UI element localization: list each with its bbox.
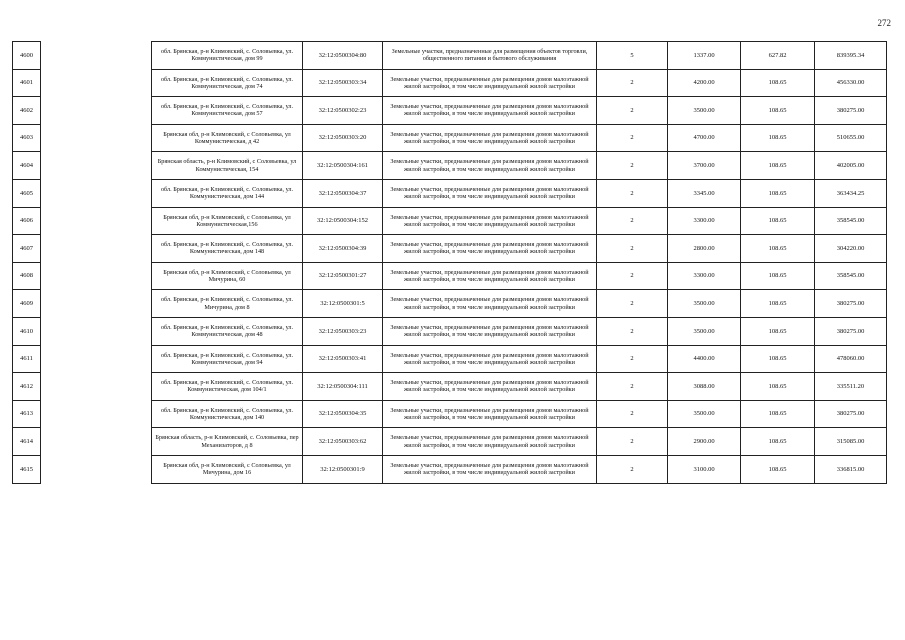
cadastral-number-cell: 32:12:0500303:62 xyxy=(303,428,383,456)
address-cell: Брянская область, р-н Климовский, с. Соловьевка, пер Механизаторов, д 8 xyxy=(152,428,303,456)
area-cell: 2900.00 xyxy=(668,428,741,456)
category-cell: 2 xyxy=(597,262,668,290)
gap-cell xyxy=(41,97,152,125)
cadastral-value-cell: 335511.20 xyxy=(815,373,887,401)
table-row xyxy=(13,317,887,345)
specific-value-cell: 108.65 xyxy=(741,97,815,125)
area-cell: 3500.00 xyxy=(668,290,741,318)
land-register-table xyxy=(12,41,887,484)
cadastral-value-cell: 510655.00 xyxy=(815,124,887,152)
table-row xyxy=(13,97,887,125)
land-use-cell: Земельные участки, предназначенные для размещения домов малоэтажной жилой застройки, в том числе индивидуальной жилой застройки xyxy=(383,400,597,428)
page-number: 272 xyxy=(877,18,891,28)
cadastral-number-cell: 32:12:0500302:23 xyxy=(303,97,383,125)
gap-cell xyxy=(41,373,152,401)
table-row xyxy=(13,400,887,428)
cadastral-value-cell: 336815.00 xyxy=(815,455,887,483)
cadastral-value-cell: 478060.00 xyxy=(815,345,887,373)
address-cell: Брянская обл, р-н Климовский, с Соловьевка, ул Мичурина, дом 16 xyxy=(152,455,303,483)
gap-cell xyxy=(41,345,152,373)
cadastral-value-cell: 358545.00 xyxy=(815,207,887,235)
row-number-cell: 4609 xyxy=(13,290,41,318)
address-cell: обл. Брянская, р-н Климовский, с. Соловьевка, ул. Коммунистическая, дом 57 xyxy=(152,97,303,125)
gap-cell xyxy=(41,317,152,345)
land-use-cell: Земельные участки, предназначенные для размещения объектов торговли, общественного питания и бытового обслуживания xyxy=(383,42,597,70)
land-use-cell: Земельные участки, предназначенные для размещения домов малоэтажной жилой застройки, в том числе индивидуальной жилой застройки xyxy=(383,262,597,290)
gap-cell xyxy=(41,152,152,180)
cadastral-number-cell: 32:12:0500304:39 xyxy=(303,235,383,263)
table-row xyxy=(13,262,887,290)
specific-value-cell: 108.65 xyxy=(741,317,815,345)
category-cell: 5 xyxy=(597,42,668,70)
specific-value-cell: 108.65 xyxy=(741,428,815,456)
table-row xyxy=(13,42,887,70)
area-cell: 3300.00 xyxy=(668,207,741,235)
gap-cell xyxy=(41,207,152,235)
row-number-cell: 4615 xyxy=(13,455,41,483)
address-cell: Брянская обл, р-н Климовский, с Соловьевка, ул Коммунистическая, д 42 xyxy=(152,124,303,152)
gap-cell xyxy=(41,235,152,263)
row-number-cell: 4607 xyxy=(13,235,41,263)
gap-cell xyxy=(41,400,152,428)
cadastral-value-cell: 358545.00 xyxy=(815,262,887,290)
row-number-cell: 4614 xyxy=(13,428,41,456)
gap-cell xyxy=(41,42,152,70)
area-cell: 2800.00 xyxy=(668,235,741,263)
table-row xyxy=(13,345,887,373)
cadastral-number-cell: 32:12:0500301:27 xyxy=(303,262,383,290)
gap-cell xyxy=(41,124,152,152)
table-row xyxy=(13,179,887,207)
area-cell: 3345.00 xyxy=(668,179,741,207)
area-cell: 4200.00 xyxy=(668,69,741,97)
address-cell: Брянская область, р-н Климовский, с Соловьевка, ул Коммунистическая, 154 xyxy=(152,152,303,180)
cadastral-number-cell: 32:12:0500303:23 xyxy=(303,317,383,345)
category-cell: 2 xyxy=(597,207,668,235)
category-cell: 2 xyxy=(597,152,668,180)
row-number-cell: 4604 xyxy=(13,152,41,180)
land-use-cell: Земельные участки, предназначенные для размещения домов малоэтажной жилой застройки, в том числе индивидуальной жилой застройки xyxy=(383,455,597,483)
address-cell: обл. Брянская, р-н Климовский, с. Соловьевка, ул. Коммунистическая, дом 140 xyxy=(152,400,303,428)
row-number-cell: 4612 xyxy=(13,373,41,401)
gap-cell xyxy=(41,428,152,456)
area-cell: 4400.00 xyxy=(668,345,741,373)
row-number-cell: 4602 xyxy=(13,97,41,125)
table-row xyxy=(13,69,887,97)
specific-value-cell: 108.65 xyxy=(741,345,815,373)
land-use-cell: Земельные участки, предназначенные для размещения домов малоэтажной жилой застройки, в том числе индивидуальной жилой застройки xyxy=(383,124,597,152)
cadastral-value-cell: 304220.00 xyxy=(815,235,887,263)
cadastral-value-cell: 380275.00 xyxy=(815,97,887,125)
address-cell: обл. Брянская, р-н Климовский, с. Соловьевка, ул. Коммунистическая, дом 104/1 xyxy=(152,373,303,401)
row-number-cell: 4613 xyxy=(13,400,41,428)
cadastral-value-cell: 380275.00 xyxy=(815,317,887,345)
gap-cell xyxy=(41,69,152,97)
row-number-cell: 4600 xyxy=(13,42,41,70)
cadastral-number-cell: 32:12:0500304:37 xyxy=(303,179,383,207)
specific-value-cell: 108.65 xyxy=(741,124,815,152)
specific-value-cell: 108.65 xyxy=(741,290,815,318)
specific-value-cell: 627.82 xyxy=(741,42,815,70)
row-number-cell: 4611 xyxy=(13,345,41,373)
cadastral-number-cell: 32:12:0500303:41 xyxy=(303,345,383,373)
table-body xyxy=(13,42,887,484)
category-cell: 2 xyxy=(597,400,668,428)
land-use-cell: Земельные участки, предназначенные для размещения домов малоэтажной жилой застройки, в том числе индивидуальной жилой застройки xyxy=(383,97,597,125)
cadastral-value-cell: 839395.34 xyxy=(815,42,887,70)
cadastral-value-cell: 363434.25 xyxy=(815,179,887,207)
address-cell: обл. Брянская, р-н Климовский, с. Соловьевка, ул. Мичурина, дом 8 xyxy=(152,290,303,318)
specific-value-cell: 108.65 xyxy=(741,152,815,180)
table-row xyxy=(13,290,887,318)
address-cell: обл. Брянская, р-н Климовский, с. Соловьевка, ул. Коммунистическая, дом 94 xyxy=(152,345,303,373)
area-cell: 3088.00 xyxy=(668,373,741,401)
land-use-cell: Земельные участки, предназначенные для размещения домов малоэтажной жилой застройки, в том числе индивидуальной жилой застройки xyxy=(383,207,597,235)
specific-value-cell: 108.65 xyxy=(741,455,815,483)
category-cell: 2 xyxy=(597,69,668,97)
table-row xyxy=(13,207,887,235)
specific-value-cell: 108.65 xyxy=(741,207,815,235)
specific-value-cell: 108.65 xyxy=(741,69,815,97)
cadastral-number-cell: 32:12:0500304:35 xyxy=(303,400,383,428)
category-cell: 2 xyxy=(597,428,668,456)
area-cell: 4700.00 xyxy=(668,124,741,152)
table-row xyxy=(13,152,887,180)
gap-cell xyxy=(41,179,152,207)
cadastral-number-cell: 32:12:0500304:161 xyxy=(303,152,383,180)
land-use-cell: Земельные участки, предназначенные для размещения домов малоэтажной жилой застройки, в том числе индивидуальной жилой застройки xyxy=(383,152,597,180)
category-cell: 2 xyxy=(597,345,668,373)
land-use-cell: Земельные участки, предназначенные для размещения домов малоэтажной жилой застройки, в том числе индивидуальной жилой застройки xyxy=(383,290,597,318)
address-cell: обл. Брянская, р-н Климовский, с. Соловьевка, ул. Коммунистическая, дом 74 xyxy=(152,69,303,97)
address-cell: Брянская обл, р-н Климовский, с Соловьевка, ул Коммунистическая,156 xyxy=(152,207,303,235)
area-cell: 3100.00 xyxy=(668,455,741,483)
category-cell: 2 xyxy=(597,124,668,152)
cadastral-value-cell: 380275.00 xyxy=(815,400,887,428)
land-use-cell: Земельные участки, предназначенные для размещения домов малоэтажной жилой застройки, в том числе индивидуальной жилой застройки xyxy=(383,373,597,401)
gap-cell xyxy=(41,262,152,290)
land-use-cell: Земельные участки, предназначенные для размещения домов малоэтажной жилой застройки, в том числе индивидуальной жилой застройки xyxy=(383,345,597,373)
cadastral-number-cell: 32:12:0500303:34 xyxy=(303,69,383,97)
category-cell: 2 xyxy=(597,455,668,483)
specific-value-cell: 108.65 xyxy=(741,400,815,428)
cadastral-number-cell: 32:12:0500304:80 xyxy=(303,42,383,70)
land-use-cell: Земельные участки, предназначенные для размещения домов малоэтажной жилой застройки, в том числе индивидуальной жилой застройки xyxy=(383,428,597,456)
area-cell: 3500.00 xyxy=(668,400,741,428)
address-cell: обл. Брянская, р-н Климовский, с. Соловьевка, ул. Коммунистическая, дом 148 xyxy=(152,235,303,263)
cadastral-value-cell: 315085.00 xyxy=(815,428,887,456)
specific-value-cell: 108.65 xyxy=(741,373,815,401)
specific-value-cell: 108.65 xyxy=(741,235,815,263)
table-row xyxy=(13,428,887,456)
row-number-cell: 4608 xyxy=(13,262,41,290)
area-cell: 3700.00 xyxy=(668,152,741,180)
category-cell: 2 xyxy=(597,290,668,318)
land-use-cell: Земельные участки, предназначенные для размещения домов малоэтажной жилой застройки, в том числе индивидуальной жилой застройки xyxy=(383,179,597,207)
area-cell: 3500.00 xyxy=(668,97,741,125)
category-cell: 2 xyxy=(597,317,668,345)
area-cell: 3300.00 xyxy=(668,262,741,290)
area-cell: 1337.00 xyxy=(668,42,741,70)
cadastral-value-cell: 456330.00 xyxy=(815,69,887,97)
gap-cell xyxy=(41,455,152,483)
category-cell: 2 xyxy=(597,97,668,125)
cadastral-number-cell: 32:12:0500303:20 xyxy=(303,124,383,152)
specific-value-cell: 108.65 xyxy=(741,179,815,207)
address-cell: Брянская обл, р-н Климовский, с Соловьевка, ул Мичурина, 60 xyxy=(152,262,303,290)
specific-value-cell: 108.65 xyxy=(741,262,815,290)
cadastral-number-cell: 32:12:0500301:9 xyxy=(303,455,383,483)
cadastral-number-cell: 32:12:0500304:152 xyxy=(303,207,383,235)
land-use-cell: Земельные участки, предназначенные для размещения домов малоэтажной жилой застройки, в том числе индивидуальной жилой застройки xyxy=(383,235,597,263)
cadastral-number-cell: 32:12:0500301:5 xyxy=(303,290,383,318)
land-use-cell: Земельные участки, предназначенные для размещения домов малоэтажной жилой застройки, в том числе индивидуальной жилой застройки xyxy=(383,317,597,345)
address-cell: обл. Брянская, р-н Климовский, с. Соловьевка, ул. Коммунистическая, дом 144 xyxy=(152,179,303,207)
cadastral-value-cell: 402005.00 xyxy=(815,152,887,180)
area-cell: 3500.00 xyxy=(668,317,741,345)
row-number-cell: 4601 xyxy=(13,69,41,97)
category-cell: 2 xyxy=(597,373,668,401)
table-row xyxy=(13,455,887,483)
cadastral-value-cell: 380275.00 xyxy=(815,290,887,318)
row-number-cell: 4610 xyxy=(13,317,41,345)
table-row xyxy=(13,235,887,263)
category-cell: 2 xyxy=(597,179,668,207)
gap-cell xyxy=(41,290,152,318)
address-cell: обл. Брянская, р-н Климовский, с. Соловьевка, ул. Коммунистическая, дом 99 xyxy=(152,42,303,70)
land-use-cell: Земельные участки, предназначенные для размещения домов малоэтажной жилой застройки, в том числе индивидуальной жилой застройки xyxy=(383,69,597,97)
table-row xyxy=(13,124,887,152)
row-number-cell: 4603 xyxy=(13,124,41,152)
address-cell: обл. Брянская, р-н Климовский, с. Соловьевка, ул. Коммунистическая, дом 48 xyxy=(152,317,303,345)
category-cell: 2 xyxy=(597,235,668,263)
table-row xyxy=(13,373,887,401)
row-number-cell: 4605 xyxy=(13,179,41,207)
cadastral-number-cell: 32:12:0500304:111 xyxy=(303,373,383,401)
row-number-cell: 4606 xyxy=(13,207,41,235)
